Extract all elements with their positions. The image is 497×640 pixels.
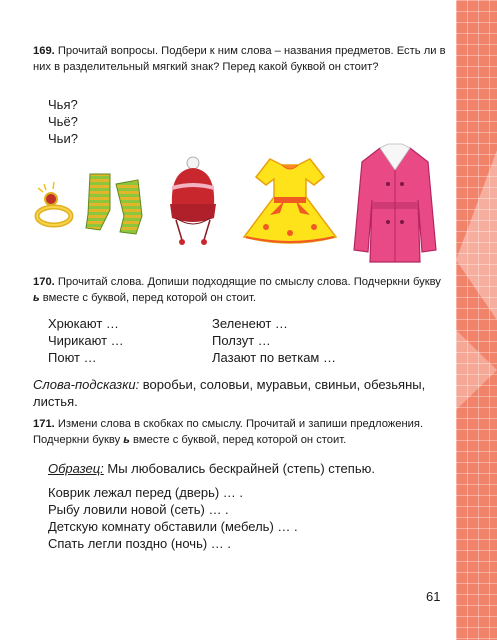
hint-words: Слова-подсказки: воробьи, соловьи, муравьи, свиньи, обезьяны, листья. [33,377,426,409]
sentence-item: Коврик лежал перед (дверь) … . [48,485,244,500]
exercise-171-text: 171. Измени слова в скобках по смыслу. Прочитай и запиши предложения. Подчеркни букву ь вместе с буквой, перед которой он стоит. [33,418,424,446]
question: Чьи? [48,131,78,146]
soft-sign-letter: ь [123,433,130,446]
hint-label: Слова-подсказки: [33,377,140,392]
hat-image [162,156,224,248]
word-item: Ползут … [212,333,271,348]
strip-decor-triangle [456,150,497,320]
sentence-item: Рыбу ловили новой (сеть) … . [48,502,229,517]
sample-label: Образец: [48,461,104,476]
word-item: Зеленеют … [212,316,288,331]
page-number: 61 [426,589,441,604]
question: Чья? [48,97,78,112]
word-item: Чирикают … [48,333,124,348]
exercise-number: 170. [33,276,55,288]
exercise-169-text: 169. Прочитай вопросы. Подбери к ним слова – названия предметов. Есть ли в них в разделительный мягкий знак? Перед какой буквой он стоит? [33,45,446,73]
sentence-item: Детскую комнату обставили (мебель) … . [48,519,298,534]
sentence-item: Спать легли поздно (ночь) … . [48,536,232,551]
sample-sentence: Образец: Мы любовались бескрайней (степь) степью. [48,461,375,476]
exercise-number: 171. [33,418,55,430]
question: Чьё? [48,114,78,129]
word-item: Поют … [48,350,97,365]
side-grid-strip [456,0,497,640]
soft-sign-letter: ь [33,291,40,304]
coat-image [350,140,440,268]
strip-decor-triangle [456,330,497,410]
ring-image [30,180,78,230]
socks-image [80,170,152,240]
word-item: Хрюкают … [48,316,119,331]
word-item: Лазают по веткам … [212,350,336,365]
exercise-number: 169. [33,45,55,57]
exercise-170-text: 170. Прочитай слова. Допиши подходящие по смыслу слова. Подчеркни букву ь вместе с буквой, перед которой он стоит. [33,276,441,304]
dress-image [240,155,340,247]
